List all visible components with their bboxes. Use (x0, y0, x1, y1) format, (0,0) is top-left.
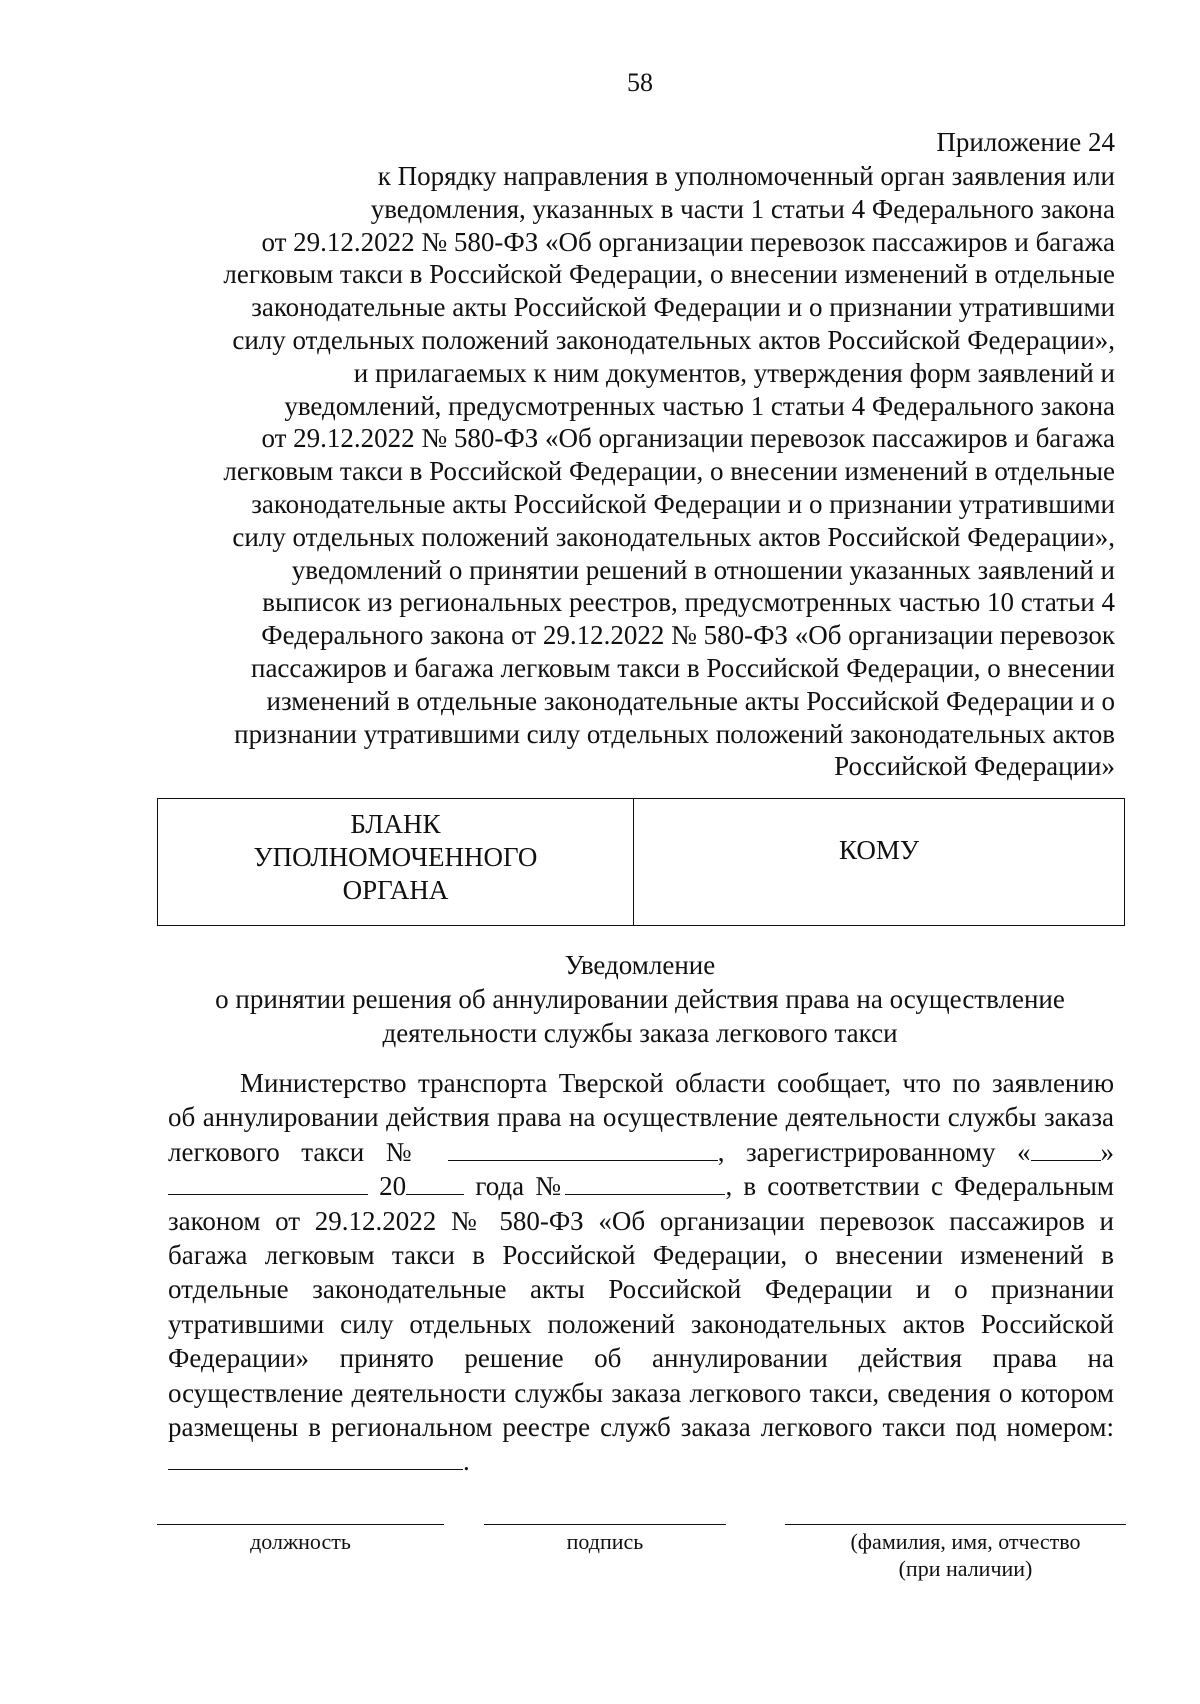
subtitle-line: о принятии решения об аннулировании действия права на осуществление (215, 984, 1065, 1014)
page-number: 58 (627, 68, 653, 97)
letterhead-line: ОРГАНА (342, 874, 449, 905)
annex-line: уведомлений, предусмотренных частью 1 статьи 4 Федерального закона (284, 390, 1115, 421)
annex-line: выписок из региональных реестров, предусмотренных частью 10 статьи 4 (262, 587, 1115, 618)
signature-line[interactable] (484, 1524, 726, 1525)
registry-number-blank[interactable] (168, 1447, 463, 1470)
notice-body (168, 1066, 1114, 1479)
registration-number-blank[interactable] (565, 1172, 725, 1195)
year-blank[interactable] (406, 1172, 464, 1195)
full-name-label-line: (фамилия, имя, отчество (850, 1529, 1081, 1554)
annex-line: законодательные акты Российской Федерации и о признании утратившими (251, 292, 1115, 323)
annex-line: легковым такси в Российской Федерации, о внесении изменений в отдельные (223, 259, 1115, 290)
recipient-cell (634, 799, 1124, 925)
annex-line: законодательные акты Российской Федерации и о признании утратившими (251, 488, 1115, 519)
application-number-blank[interactable] (448, 1138, 718, 1161)
header-table (157, 798, 1125, 926)
recipient-label: КОМУ (839, 834, 919, 865)
annex-line: признании утратившими силу отдельных положений законодательных актов (234, 718, 1115, 749)
position-signature-line[interactable] (157, 1524, 444, 1525)
body-text-segment: , в соответствии с Федеральным законом от 29.12.2022 № 580-ФЗ «Об организации перевозок пассажиров и багажа легковым такси в Российской Федерации, о внесении изменений в отдельные законодательные акты Российской Федерации и о признании утратившими силу отдельных положений законодательных актов Российской Федерации» принято решение об аннулировании действия права на осуществление деятельности службы заказа легкового такси, сведения о котором размещены в региональном реестре служб заказа легкового такси под номером: (168, 1171, 1115, 1443)
annex-reference (155, 160, 1115, 783)
month-blank[interactable] (168, 1172, 368, 1195)
annex-line: от 29.12.2022 № 580-ФЗ «Об организации перевозок пассажиров и багажа (261, 226, 1115, 257)
body-text-segment: Министерство транспорта Тверской области сообщает, что по заявлению об аннулировании действия права на осуществление деятельности службы заказа легкового такси № (168, 1068, 1114, 1167)
full-name-line[interactable] (785, 1524, 1126, 1525)
annex-line: уведомлений о принятии решений в отношении указанных заявлений и (291, 554, 1115, 585)
annex-line: легковым такси в Российской Федерации, о внесении изменений в отдельные (223, 456, 1115, 487)
body-text-segment: года № (475, 1171, 566, 1202)
body-text-segment: » (1100, 1136, 1115, 1167)
annex-line: к Порядку направления в уполномоченный орган заявления или (377, 161, 1115, 191)
annex-line: изменений в отдельные законодательные акты Российской Федерации и о (266, 685, 1115, 716)
body-text-segment: , зарегистрированному « (717, 1136, 1031, 1167)
annex-line: и прилагаемых к ним документов, утверждения форм заявлений и (353, 357, 1115, 388)
annex-line: силу отдельных положений законодательных актов Российской Федерации», (232, 521, 1115, 552)
annex-line: уведомления, указанных в части 1 статьи 4 Федерального закона (370, 193, 1115, 224)
signature-label: подпись (566, 1529, 644, 1554)
annex-title: Приложение 24 (936, 127, 1115, 157)
authority-letterhead-cell (158, 799, 634, 925)
full-name-label (805, 1528, 1126, 1582)
notice-title: Уведомление (564, 950, 716, 980)
annex-line: силу отдельных положений законодательных актов Российской Федерации», (232, 324, 1115, 355)
position-label: должность (250, 1529, 351, 1554)
letterhead-line: УПОЛНОМОЧЕННОГО (253, 841, 538, 872)
day-blank[interactable] (1031, 1138, 1101, 1161)
annex-line: пассажиров и багажа легковым такси в Российской Федерации, о внесении (251, 652, 1115, 683)
annex-line: Российской Федерации» (834, 751, 1115, 782)
annex-line: Федерального закона от 29.12.2022 № 580-ФЗ «Об организации перевозок (261, 620, 1115, 651)
annex-line: от 29.12.2022 № 580-ФЗ «Об организации перевозок пассажиров и багажа (261, 423, 1115, 454)
body-text-segment: . (463, 1446, 470, 1477)
full-name-label-line: (при наличии) (898, 1556, 1033, 1581)
letterhead-line: БЛАНК (350, 808, 441, 839)
subtitle-line: деятельности службы заказа легкового такси (382, 1018, 898, 1048)
notice-subtitle (180, 982, 1100, 1050)
body-text-segment: 20 (379, 1171, 407, 1202)
